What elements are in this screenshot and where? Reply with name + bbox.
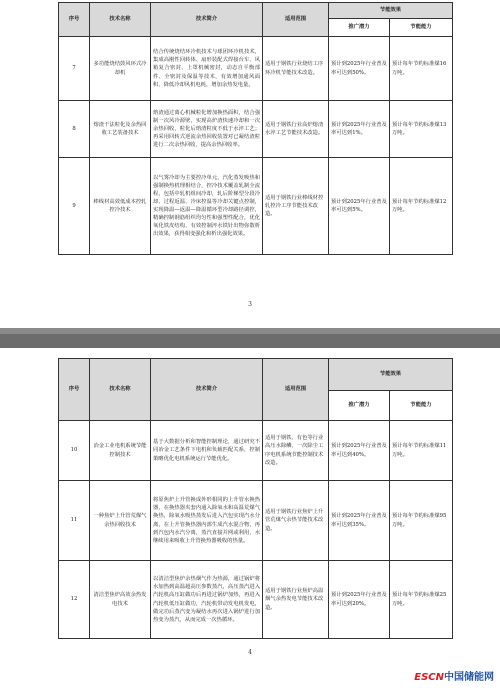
header-potential: 推广潜力 xyxy=(329,391,390,421)
row-capacity: 预计每年节约标准煤11万吨。 xyxy=(390,421,453,481)
table-row xyxy=(59,421,453,481)
header-intro: 技术简介 xyxy=(151,3,263,37)
table-row xyxy=(59,561,453,639)
page-number: 4 xyxy=(248,649,252,656)
row-no: 10 xyxy=(59,421,90,481)
row-name: 清洁型焦炉高效余热发电技术 xyxy=(90,561,151,639)
header-intro: 技术简介 xyxy=(151,359,263,421)
row-no: 8 xyxy=(59,101,90,158)
row-scope: 适用于钢铁、有色等行业高压水除鳞、一次除尘工序电机系统节能控制技术改造。 xyxy=(263,421,329,481)
row-name: 一种焦炉上升管荒煤气余热回收技术 xyxy=(90,481,151,561)
row-potential: 预计到2025年行业普及率可达到35%。 xyxy=(329,481,390,561)
technology-table xyxy=(58,358,453,639)
row-scope: 适用于钢铁行业高炉熔渣水淬工艺节能技术改造。 xyxy=(263,101,329,158)
row-intro: 熔渣通过离心机械粒化增加换热面积，结合强制一次风冷源壁，实现高炉渣快速冷却和一次余热回收，粒化后熔渣粒度不低于水淬工艺；再采用回转式逆流余热回收装置对已凝结渣粒进行二次余热回收，提高余热回收率。 xyxy=(151,101,263,158)
table-row xyxy=(59,37,453,101)
row-name: 冶金工业电机系统节能控制技术 xyxy=(90,421,151,481)
header-no: 序号 xyxy=(59,359,90,421)
table-row xyxy=(59,481,453,561)
header-no: 序号 xyxy=(59,3,90,37)
row-intro: 结合传统烧结环冷机技术与球团环冷机技术，集成高刚性回转体、扇形装配式焊接台车、风箱复合密封、上罩机械密封，动态自平衡部件、全密封及保温等技术，有效增加通风面积、降低冷却风机电耗，增加余热发电量。 xyxy=(151,37,263,101)
header-name: 技术名称 xyxy=(90,3,151,37)
row-scope: 适用于钢铁行业棒线材控轧控冷工序节能技术改造。 xyxy=(263,158,329,255)
row-name: 多功能烧结鼓风环式冷却机 xyxy=(90,37,151,101)
row-name: 棒线材高效低成本控轧控冷技术 xyxy=(90,158,151,255)
watermark-site: 中国储能网 xyxy=(444,672,494,683)
row-intro: 以气雾冷却为主要控冷单元，汽化蒸发吸热和强制换热机理相结合，控冷技术覆盖轧制全流程，包括中轧机组间冷却，轧后阶梯型分段冷却、过程返温、冷床控温等冷却关键点控制，实现降温—返温—降温循环型冷却路径调控，精确控制钢筋组织均匀性和强塑性配合，优化氧化铁皮结构、有效控制淬水铁针出物弥散析出效果，获得相变强化和析出强化效果。 xyxy=(151,158,263,255)
row-name: 熔渣干法粒化及余热回收工艺装备技术 xyxy=(90,101,151,158)
header-effect: 节能效果 xyxy=(329,3,453,19)
technology-table-continued xyxy=(58,2,453,255)
header-capacity: 节能能力 xyxy=(390,19,453,37)
watermark-brand: ESCN xyxy=(414,672,444,683)
row-capacity: 预计每年节约标准煤16万吨。 xyxy=(390,37,453,101)
row-potential: 预计到2025年行业普及率可达到50%。 xyxy=(329,37,390,101)
header-name: 技术名称 xyxy=(90,359,151,421)
row-capacity: 预计每年节约标准煤12万吨。 xyxy=(390,158,453,255)
row-capacity: 预计每年节约标准煤95万吨。 xyxy=(390,481,453,561)
row-no: 9 xyxy=(59,158,90,255)
row-intro: 以清洁型焦炉余热烟气作为热源，通过锅炉将水加热到高温超高压参数蒸汽，高压蒸汽进入汽轮机高压缸做功后再进过锅炉加热，再进入汽轮机低压缸做功，汽轮机带动发电机发电，做完功后蒸汽变为凝结水再次进入锅炉进行加热变为蒸汽，从而完成一次热循环。 xyxy=(151,561,263,639)
site-watermark-logo xyxy=(414,672,494,684)
row-capacity: 预计每年节约标准煤13万吨。 xyxy=(390,101,453,158)
row-potential: 预计到2025年行业普及率可达到1%。 xyxy=(329,101,390,158)
header-potential: 推广潜力 xyxy=(329,19,390,37)
header-scope: 适用范围 xyxy=(263,3,329,37)
document-page-4 xyxy=(0,348,500,688)
row-scope: 适用于钢铁行业焦炉上升管荒煤气余热节能技术改造。 xyxy=(263,481,329,561)
row-scope: 适用于钢铁行业烧结工序环冷机节能技术改造。 xyxy=(263,37,329,101)
row-potential: 预计到2025年行业普及率可达到5%。 xyxy=(329,158,390,255)
header-effect: 节能效果 xyxy=(329,359,453,391)
header-scope: 适用范围 xyxy=(263,359,329,421)
table-row xyxy=(59,158,453,255)
row-potential: 预计到2025年行业普及率可达到40%。 xyxy=(329,421,390,481)
row-potential: 预计到2025年行业普及率可达到20%。 xyxy=(329,561,390,639)
row-intro: 将原焦炉上升管换成外形相同的上升管水换热器，在换热器夹套内通入除氧水和高温荒煤气换热，除氧水吸热蒸发后进入汽包实现汽水分离，在上升管换热器内部生成汽水混合物，再到汽包内水汽分离，蒸汽直接并网或利用，水继续用来吸收上升管换热器吸收的热量。 xyxy=(151,481,263,561)
header-capacity: 节能能力 xyxy=(390,391,453,421)
row-no: 7 xyxy=(59,37,90,101)
row-no: 12 xyxy=(59,561,90,639)
row-capacity: 预计每年节约标准煤25万吨。 xyxy=(390,561,453,639)
row-intro: 基于大数据分析和智能控制理论，通过研究不同冶金工艺条件下电机和负载匹配关系，控制策略优化电机系统运行节能优化。 xyxy=(151,421,263,481)
page-number: 3 xyxy=(248,301,252,308)
row-no: 11 xyxy=(59,481,90,561)
table-row xyxy=(59,101,453,158)
document-page-3 xyxy=(0,0,500,328)
page-separator xyxy=(0,328,500,348)
row-scope: 适用于钢铁行业焦炉高温烟气余热发电节能技术改造。 xyxy=(263,561,329,639)
